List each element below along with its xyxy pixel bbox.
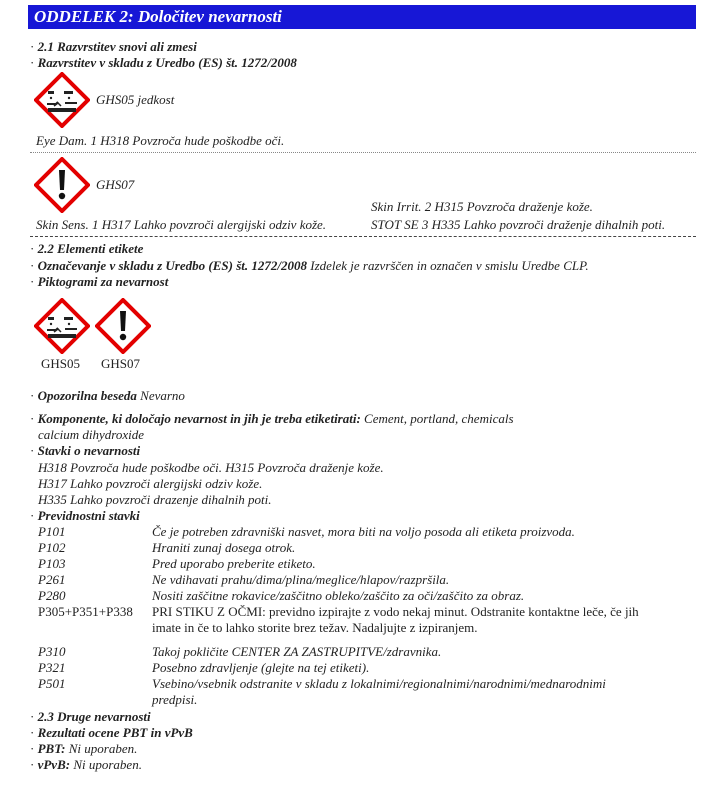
p-text: Ne vdihavati prahu/dima/plina/meglice/hlapov/razpršila.: [152, 572, 450, 587]
dotted-divider: [30, 152, 696, 153]
labelling-regulation: · Označevanje v skladu z Uredbo (ES) št. 1272/2008 Izdelek je razvrščen in označen v smislu Uredbe CLP.: [30, 258, 589, 273]
section-2-3-title: · 2.3 Druge nevarnosti: [30, 709, 151, 724]
ghs07-label: GHS07: [96, 177, 135, 192]
hazard-statement: H318 Povzroča hude poškodbe oči. H315 Povzroča draženje kože.: [38, 460, 384, 475]
p-code: P305+P351+P338: [38, 604, 133, 619]
pictogram-caption: GHS07: [101, 356, 141, 371]
vpvb-value: · vPvB: Ni uporaben.: [30, 757, 142, 772]
stot-classification: STOT SE 3 H335 Lahko povzroči draženje dihalnih poti.: [371, 217, 666, 232]
pbt-value: · PBT: Ni uporaben.: [30, 741, 138, 756]
ghs05-corrosion-icon: [34, 72, 90, 128]
p-text: Takoj pokličite CENTER ZA ZASTRUPITVE/zdravnika.: [152, 644, 442, 659]
p-code: P501: [38, 676, 66, 691]
p-code: P310: [38, 644, 66, 659]
p-text: Pred uporabo preberite etiketo.: [152, 556, 316, 571]
pictogram-caption: GHS05: [41, 356, 81, 371]
label-ghs07-exclamation-icon: [95, 298, 151, 354]
hazard-statement: H317 Lahko povzroči alergijski odziv kože.: [38, 476, 263, 491]
hazard-statements-title: · Stavki o nevarnosti: [30, 443, 141, 458]
p-text: PRI STIKU Z OČMI: previdno izpirajte z vodo nekaj minut. Odstranite kontaktne leče, če jih: [152, 604, 639, 619]
eye-dam-classification: Eye Dam. 1 H318 Povzroča hude poškodbe oči.: [36, 133, 285, 148]
pbt-results-title: · Rezultati ocene PBT in vPvB: [30, 725, 193, 740]
p-code: P321: [38, 660, 66, 675]
precautionary-statements-title: · Previdnostni stavki: [30, 508, 140, 523]
skin-sens-classification: Skin Sens. 1 H317 Lahko povzroči alergijski odziv kože.: [36, 217, 327, 232]
section-header: ODDELEK 2: Določitev nevarnosti: [28, 5, 696, 29]
pictograms-title: · Piktogrami za nevarnost: [30, 274, 169, 289]
p-text: Nositi zaščitne rokavice/zaščitno obleko/zaščito za oči/zaščito za obraz.: [152, 588, 525, 603]
p-text: predpisi.: [152, 692, 198, 707]
ghs07-exclamation-icon: [34, 157, 90, 213]
hazard-statement: H335 Lahko povzroči drazenje dihalnih poti.: [38, 492, 272, 507]
p-text: Posebno zdravljenje (glejte na tej etiketi).: [152, 660, 370, 675]
section-2-2-title: · 2.2 Elementi etikete: [30, 241, 144, 256]
p-code: P261: [38, 572, 66, 587]
ghs05-label: GHS05 jedkost: [96, 92, 175, 107]
p-code: P280: [38, 588, 66, 603]
p-text: Če je potreben zdravniški nasvet, mora biti na voljo posoda ali etiketa proizvoda.: [152, 524, 575, 539]
section-2-1-title: · 2.1 Razvrstitev snovi ali zmesi: [30, 39, 197, 54]
dashed-divider: [30, 236, 696, 237]
p-text: Vsebino/vsebnik odstranite v skladu z lokalnimi/regionalnimi/narodnimi/mednarodnimi: [152, 676, 606, 691]
p-text: Hraniti zunaj dosega otrok.: [152, 540, 296, 555]
p-code: P103: [38, 556, 66, 571]
p-code: P102: [38, 540, 66, 555]
p-code: P101: [38, 524, 66, 539]
hazard-components-cont: calcium dihydroxide: [38, 427, 145, 442]
classification-regulation-title: · Razvrstitev v skladu z Uredbo (ES) št. 1272/2008: [30, 55, 297, 70]
label-ghs05-corrosion-icon: [34, 298, 90, 354]
p-text: imate in če to lahko storite brez težav. Nadaljujte z izpiranjem.: [152, 620, 478, 635]
skin-irrit-classification: Skin Irrit. 2 H315 Povzroča draženje kože.: [371, 199, 593, 214]
hazard-components: · Komponente, ki določajo nevarnost in jih je treba etiketirati: Cement, portland, chemicals: [30, 411, 514, 426]
signal-word: · Opozorilna beseda Nevarno: [30, 388, 185, 403]
